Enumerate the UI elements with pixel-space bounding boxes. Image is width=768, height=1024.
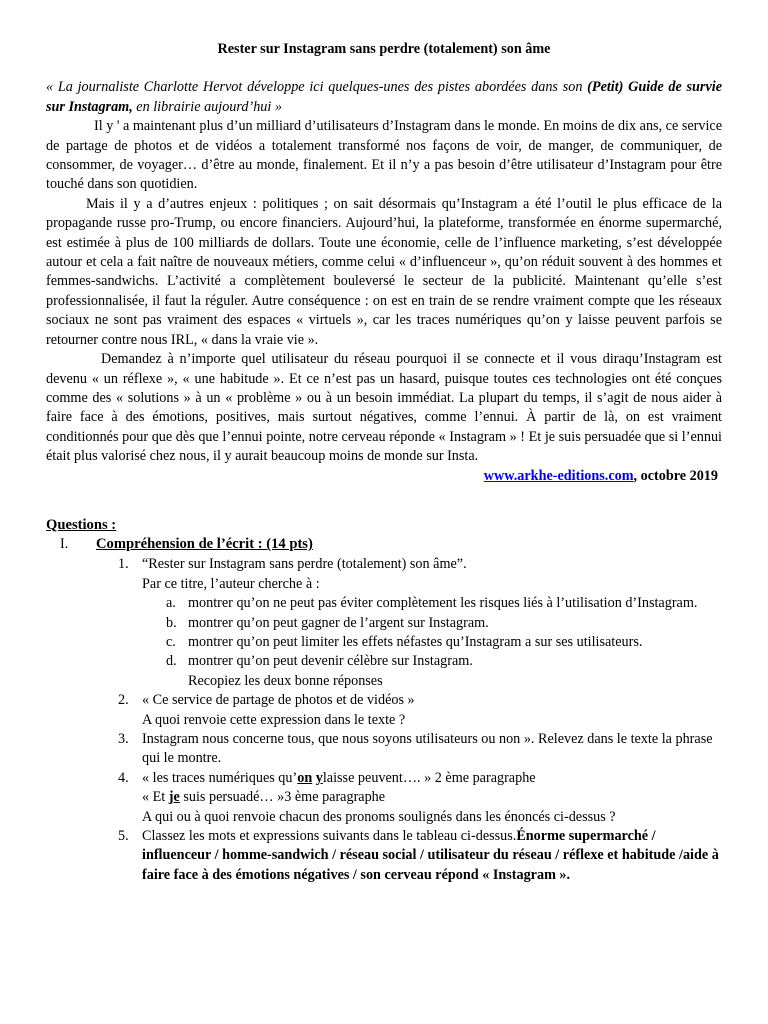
- option-text: montrer qu’on peut gagner de l’argent sur Instagram.: [188, 614, 489, 631]
- section-number: I.: [60, 536, 69, 553]
- question-number: 3.: [118, 731, 129, 747]
- section-comprehension: [46, 535, 722, 555]
- option-d: [46, 652, 722, 671]
- source-link[interactable]: www.arkhe-editions.com: [483, 467, 634, 484]
- question-4-line2: [46, 788, 722, 807]
- intro-part1: « La journaliste Charlotte Hervot développe ici quelques-unes des pistes abordées dans son: [46, 79, 588, 96]
- source-line: [46, 467, 722, 486]
- question-1: [46, 555, 722, 574]
- question-1-prompt: Par ce titre, l’auteur cherche à :: [142, 575, 320, 592]
- intro-quote: [46, 78, 722, 117]
- question-4-line2-end: suis persuadé… »3 ème paragraphe: [179, 789, 386, 806]
- option-letter: b.: [166, 614, 177, 631]
- question-4: [46, 769, 722, 788]
- question-4-sub: A qui ou à quoi renvoie chacun des pronoms soulignés dans les énoncés ci-dessus ?: [142, 808, 616, 825]
- section-label: Compréhension de l’écrit : (14 pts): [96, 536, 313, 553]
- paragraph-1: Il y ' a maintenant plus d’un milliard d’utilisateurs d’Instagram dans le monde. En moins de dix ans, ce service de partage de photos et de vidéos a totalement transformé nos façons de voir, de manger, de communiquer, de consommer, de voyager… d’être au monde, finalement. Et il n’y a pas besoin d’être utilisateur d’Instagram pour être touché dans son quotidien.: [46, 118, 722, 193]
- document-page: [46, 40, 722, 885]
- question-number: 1.: [118, 556, 129, 573]
- question-number: 4.: [118, 769, 129, 786]
- underlined-pronoun-y: y: [315, 769, 323, 786]
- option-letter: a.: [166, 595, 176, 612]
- option-text: montrer qu’on peut limiter les effets néfastes qu’Instagram a sur ses utilisateurs.: [188, 633, 643, 650]
- question-1-instruction: Recopiez les deux bonne réponses: [188, 672, 383, 689]
- question-2: [46, 691, 722, 710]
- underlined-pronoun-on: on: [297, 769, 313, 786]
- question-text: « Ce service de partage de photos et de vidéos »: [142, 692, 415, 709]
- question-3: [46, 730, 722, 769]
- question-4-line1-start: « les traces numériques qu’: [142, 769, 298, 786]
- question-2-sub: A quoi renvoie cette expression dans le texte ?: [142, 711, 406, 728]
- option-a: [46, 594, 722, 613]
- question-text: Classez les mots et expressions suivants dans le tableau ci-dessus.: [142, 828, 517, 845]
- option-text: montrer qu’on peut devenir célèbre sur Instagram.: [188, 653, 473, 670]
- question-5-word-list: Énorme supermarché / influenceur / homme-sandwich / réseau social / utilisateur du réseau / réflexe et habitude /aide à faire face à des émotions négatives / son cerveau répond « Instagram ».: [142, 828, 719, 883]
- question-text: Instagram nous concerne tous, que nous soyons utilisateurs ou non ». Relevez dans le texte la phrase qui le montre.: [142, 731, 713, 767]
- question-text: “Rester sur Instagram sans perdre (totalement) son âme”.: [142, 556, 467, 573]
- question-number: 5.: [118, 828, 129, 845]
- intro-book-title: (Petit) Guide de survie sur Instagram,: [46, 79, 722, 115]
- option-text: montrer qu’on ne peut pas éviter complètement les risques liés à l’utilisation d’Instagram.: [188, 595, 698, 612]
- article-title: Rester sur Instagram sans perdre (totalement) son âme: [217, 41, 551, 57]
- paragraph-3: Demandez à n’importe quel utilisateur du réseau pourquoi il se connecte et il vous diraqu’Instagram est devenu « un réflexe », « une habitude ». Et ce n’est pas un hasard, puisque toutes ces technologies ont été conçues comme des « solutions » à un « problème » ou à un besoin immédiat. La plupart du temps, il s’agit de nous aider à faire face à des émotions, positives, mais surtout négatives, comme l’ennui. À partir de là, on est vraiment conditionnés pour que dès que l’ennui pointe, notre cerveau réponde « Instagram » ! Et je suis persuadée que si l’ennui était plus valorisé chez nous, il y aurait beaucoup moins de monde sur Insta.: [46, 351, 722, 465]
- question-5: [46, 827, 722, 885]
- paragraph-2: Mais il y a d’autres enjeux : politiques ; on sait désormais qu’Instagram a été l’outil le plus efficace de la propagande russe pro-Trump, ou encore financiers. Aujourd’hui, la plateforme, transformée en énorme supermarché, est estimée à plus de 100 milliards de dollars. Toute une économie, celle de l’influence marketing, s’est développée autour et cela a fait naître de nouveaux métiers, comme celui « d’influenceur », qu’on réduit souvent à des hommes et femmes-sandwichs. L’activité a complètement bouleversé le secteur de la publicité. Maintenant qu’elle s’est professionnalisée, il faut la réguler. Autre conséquence : on est en train de se rendre vraiment compte que les réseaux sociaux ne sont pas vraiment des espaces « virtuels », car les traces numériques qu’on y laisse peuvent parfois se retourner contre nous IRL, « dans la vraie vie ».: [46, 195, 722, 348]
- question-4-line2-start: « Et: [142, 789, 169, 806]
- option-b: [46, 614, 722, 633]
- question-number: 2.: [118, 692, 129, 709]
- option-c: [46, 633, 722, 652]
- option-letter: c.: [166, 633, 176, 650]
- intro-part2: en librairie aujourd’hui »: [132, 98, 282, 115]
- underlined-pronoun-je: je: [168, 789, 180, 806]
- question-4-line1-end: laisse peuvent…. » 2 ème paragraphe: [322, 769, 536, 786]
- option-letter: d.: [166, 653, 177, 670]
- questions-heading: Questions :: [46, 516, 117, 533]
- source-date: , octobre 2019: [633, 467, 718, 484]
